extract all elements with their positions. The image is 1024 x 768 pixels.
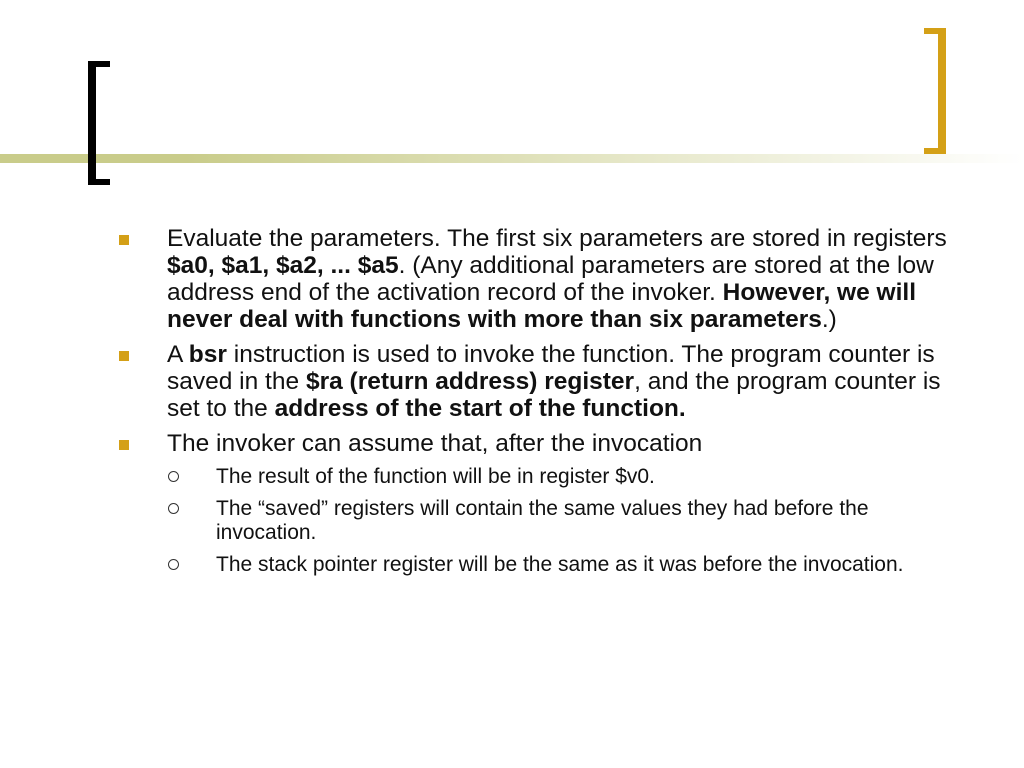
right-bracket-decoration [924,28,946,154]
square-bullet-icon [119,235,129,245]
sub-bullet-item [0,553,1024,577]
sub-bullet-text: The stack pointer register will be the same as it was before the invocation. [216,553,904,576]
square-bullet-icon [119,440,129,450]
title-decoration-band [0,154,1024,163]
circle-bullet-icon [168,471,179,482]
sub-bullet-item [0,465,1024,489]
square-bullet-icon [119,351,129,361]
bullet-item [0,225,1024,333]
bullet-text: The invoker can assume that, after the invocation [167,430,703,457]
bullet-item [0,341,1024,422]
sub-bullet-text: The result of the function will be in register $v0. [216,465,655,488]
sub-bullet-item [0,497,1024,545]
bullet-text: Evaluate the parameters. The first six parameters are stored in registers $a0, $a1, $a2, ... $a5. (Any additional parameters are stored at the low address end of the activation record of the invoker. However, we will never deal with functions with more than six parameters.) [167,225,947,333]
circle-bullet-icon [168,559,179,570]
circle-bullet-icon [168,503,179,514]
bullet-text: A bsr instruction is used to invoke the function. The program counter is saved in the $ra (return address) register, and the program counter is set to the address of the start of the function. [167,341,941,422]
bullet-item [0,430,1024,457]
left-bracket-decoration [88,61,110,185]
sub-bullet-text: The “saved” registers will contain the same values they had before the invocation. [216,497,869,544]
slide-body [0,225,1024,585]
